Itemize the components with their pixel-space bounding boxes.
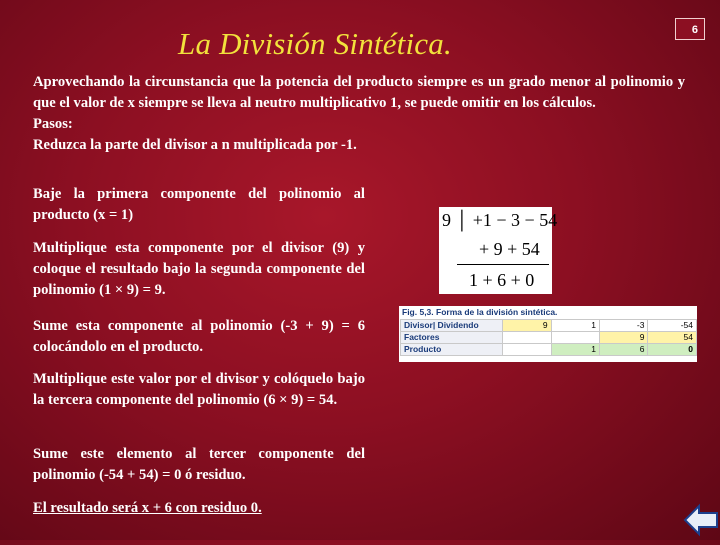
step-1: Baje la primera componente del polinomio al producto (x = 1) <box>33 186 365 223</box>
table-cell: -3 <box>599 320 647 332</box>
step-5: Sume este elemento al tercer componente del polinomio (-54 + 54) = 0 ó residuo. <box>33 446 365 483</box>
table-cell <box>503 332 551 344</box>
synthetic-division-table-figure <box>399 306 697 362</box>
table-cell <box>551 332 599 344</box>
back-arrow-icon[interactable] <box>683 500 719 540</box>
formula-row-dividend: 9 │ +1 − 3 − 54 <box>442 210 558 230</box>
table-cell: 54 <box>648 332 697 344</box>
figure-caption: Fig. 5,3. Forma de la división sintética. <box>402 307 558 317</box>
formula-divider-line <box>457 264 549 265</box>
intro-text <box>33 72 685 156</box>
page-number-badge: 6 <box>675 18 705 40</box>
table-cell: 9 <box>599 332 647 344</box>
step-4: Multiplique este valor por el divisor y colóquelo bajo la tercera componente del polinomio (6 × 9) = 54. <box>33 371 365 408</box>
table-cell: -54 <box>648 320 697 332</box>
table-row <box>401 320 697 332</box>
table-cell: 6 <box>599 344 647 356</box>
formula-row-product: 1 + 6 + 0 <box>469 270 535 290</box>
table-cell: 9 <box>503 320 551 332</box>
slide-title: La División Sintética. <box>178 26 452 61</box>
table-cell: 0 <box>648 344 697 356</box>
row-label: Divisor| Dividendo <box>401 320 503 332</box>
pasos-heading: Pasos: <box>33 116 73 132</box>
table-row <box>401 344 697 356</box>
synthetic-division-table <box>400 319 697 356</box>
synthetic-division-formula <box>439 207 558 294</box>
row-label: Factores <box>401 332 503 344</box>
step-2: Multiplique esta componente por el divisor (9) y coloque el resultado bajo la segunda componente del polinomio (1 × 9) = 9. <box>33 240 365 298</box>
result-statement: El resultado será x + 6 con residuo 0. <box>33 500 262 516</box>
table-cell: 1 <box>551 344 599 356</box>
row-label: Producto <box>401 344 503 356</box>
table-cell: 1 <box>551 320 599 332</box>
intro-paragraph: Aprovechando la circunstancia que la potencia del producto siempre es un grado menor al polinomio y que el valor de x siempre se lleva al neutro multiplicativo 1, se puede omitir en los cálculos. <box>33 74 685 111</box>
step-reduce-divisor: Reduzca la parte del divisor a n multiplicada por -1. <box>33 137 357 153</box>
table-cell <box>503 344 551 356</box>
formula-row-factors: + 9 + 54 <box>479 239 540 259</box>
table-row <box>401 332 697 344</box>
step-3: Sume esta componente al polinomio (-3 + 9) = 6 colocándolo en el producto. <box>33 318 365 355</box>
